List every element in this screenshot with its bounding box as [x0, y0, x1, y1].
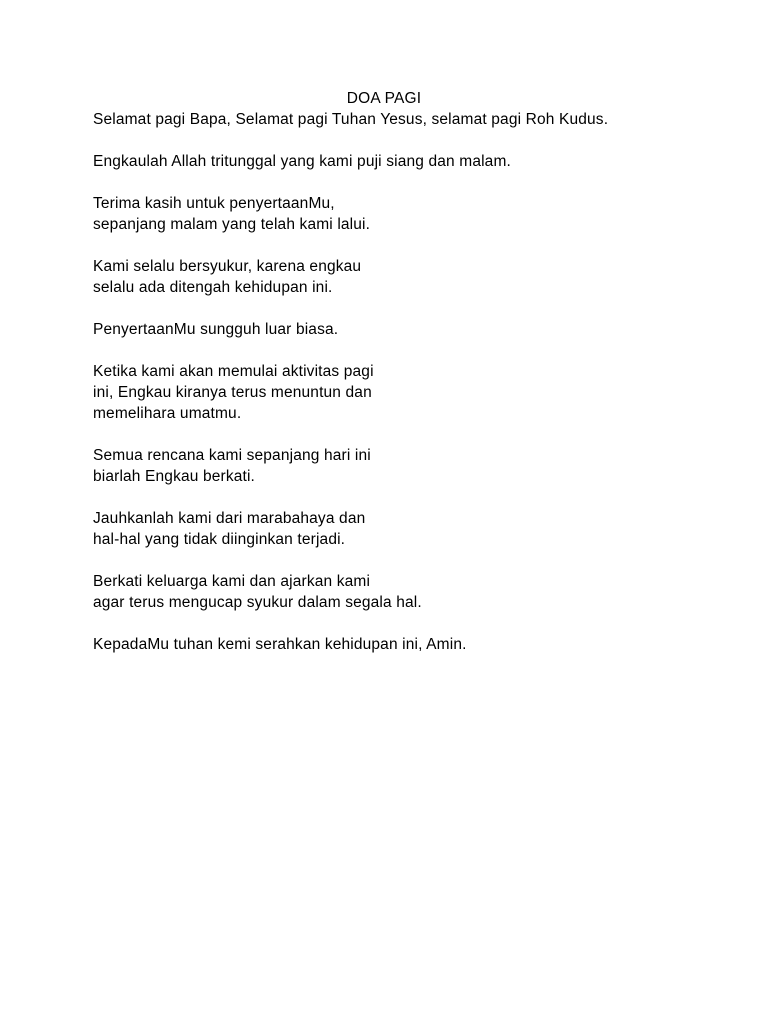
text-line: memelihara umatmu.: [93, 405, 242, 422]
text-line: Terima kasih untuk penyertaanMu,: [93, 195, 335, 212]
document-title: DOA PAGI: [346, 90, 422, 107]
text-line: Semua rencana kami sepanjang hari ini: [93, 447, 371, 464]
text-line: ini, Engkau kiranya terus menuntun dan: [93, 384, 372, 401]
text-line: Kami selalu bersyukur, karena engkau: [93, 258, 362, 275]
text-line: hal-hal yang tidak diinginkan terjadi.: [93, 531, 346, 548]
text-line: Selamat pagi Bapa, Selamat pagi Tuhan Yesus, selamat pagi Roh Kudus.: [93, 111, 609, 128]
text-line: Berkati keluarga kami dan ajarkan kami: [93, 573, 371, 590]
prayer-body: [93, 109, 693, 676]
paragraph-gratitude: [93, 256, 693, 298]
paragraph-family: [93, 571, 693, 613]
text-line: Engkaulah Allah tritunggal yang kami puji siang dan malam.: [93, 153, 511, 170]
text-line: sepanjang malam yang telah kami lalui.: [93, 216, 371, 233]
paragraph-guidance: [93, 361, 693, 424]
text-line: selalu ada ditengah kehidupan ini.: [93, 279, 333, 296]
text-line: agar terus mengucap syukur dalam segala hal.: [93, 594, 422, 611]
paragraph-thanks: [93, 193, 693, 235]
text-line: biarlah Engkau berkati.: [93, 468, 255, 485]
text-line: Jauhkanlah kami dari marabahaya dan: [93, 510, 366, 527]
text-line: KepadaMu tuhan kemi serahkan kehidupan ini, Amin.: [93, 636, 467, 653]
text-line: Ketika kami akan memulai aktivitas pagi: [93, 363, 374, 380]
paragraph-greeting: [93, 109, 693, 130]
paragraph-protection: [93, 508, 693, 550]
text-line: PenyertaanMu sungguh luar biasa.: [93, 321, 339, 338]
paragraph-praise: [93, 151, 693, 172]
paragraph-presence: [93, 319, 693, 340]
paragraph-closing: [93, 634, 693, 655]
paragraph-plans: [93, 445, 693, 487]
